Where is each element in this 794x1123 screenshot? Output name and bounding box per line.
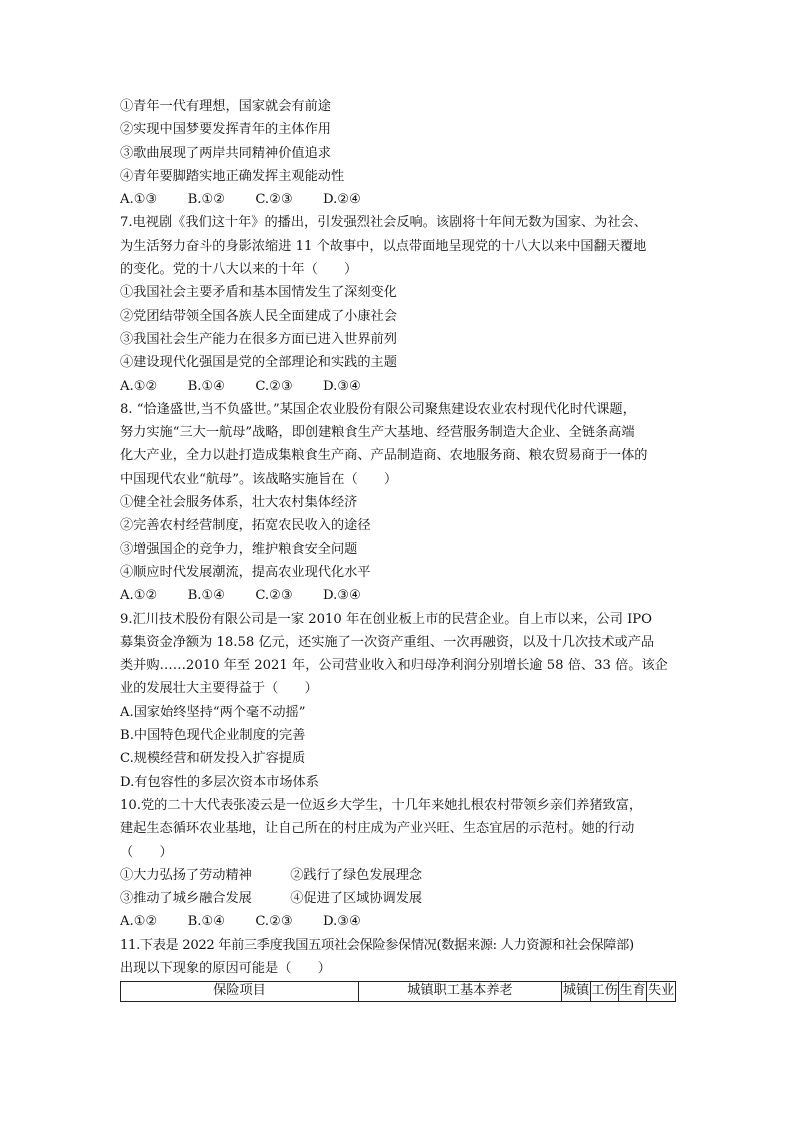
q9-option-c: C.规模经营和研发投入扩容提质 <box>120 751 306 767</box>
q8-item-3: ③增强国企的竞争力，维护粮食安全问题 <box>120 541 358 557</box>
q7-stem-line-1: 7.电视剧《我们这十年》的播出，引发强烈社会反响。该剧将十年间无数为国家、为社会、 <box>120 215 647 231</box>
q10-stem-line-3: （ ） <box>120 844 173 860</box>
q9-stem-line-3: 类并购……2010 年至 2021 年，公司营业收入和归母净利润分别增长逾 58 倍、33 倍。该企 <box>120 658 668 674</box>
q8-option-c: C.②③ <box>255 588 293 604</box>
question-10 <box>120 794 680 934</box>
q10-item-4: ④促进了区域协调发展 <box>290 891 423 907</box>
q10-options <box>120 910 680 933</box>
q11-stem-line-1: 11.下表是 2022 年前三季度我国五项社会保险参保情况(数据来源: 人力资源和社会保障部) <box>120 937 634 953</box>
question-11 <box>120 934 680 1003</box>
table-header-cell: 失业 <box>647 982 676 1002</box>
q6-option-d: D.②④ <box>322 192 361 208</box>
q10-items-row-2 <box>120 887 680 910</box>
q8-stem-line-2: 努力实施“三大一航母”战略，即创建粮食生产大基地、经营服务制造大企业、全链条高端 <box>120 425 635 441</box>
insurance-table <box>120 981 676 1002</box>
exam-page <box>120 95 680 1002</box>
q8-item-4: ④顺应时代发展潮流，提高农业现代化水平 <box>120 564 371 580</box>
q7-item-1: ①我国社会主要矛盾和基本国情发生了深刻变化 <box>120 285 397 301</box>
table-header-row <box>121 982 676 1002</box>
q10-option-a: A.①② <box>120 914 158 930</box>
q10-item-2: ②践行了绿色发展理念 <box>290 867 423 883</box>
q9-stem-line-1: 9.汇川技术股份有限公司是一家 2010 年在创业板上市的民营企业。自上市以来，公司 IPO <box>120 611 652 627</box>
question-6 <box>120 95 680 211</box>
q6-item-4: ④青年要脚踏实地正确发挥主观能动性 <box>120 168 345 184</box>
q6-option-a: A.①③ <box>120 192 158 208</box>
question-8 <box>120 398 680 608</box>
q9-stem-line-2: 募集资金净额为 18.58 亿元，还实施了一次资产重组、一次再融资，以及十几次技术或产品 <box>120 634 655 650</box>
table-header-cell: 生育 <box>619 982 647 1002</box>
q8-option-b: B.①④ <box>187 588 226 604</box>
q8-item-1: ①健全社会服务体系，壮大农村集体经济 <box>120 495 358 511</box>
q9-option-a: A.国家始终坚持“两个毫不动摇” <box>120 704 306 720</box>
q8-options <box>120 584 680 607</box>
q8-item-2: ②完善农村经营制度，拓宽农民收入的途径 <box>120 518 371 534</box>
q8-option-a: A.①② <box>120 588 158 604</box>
table-header-cell: 城镇 <box>562 982 591 1002</box>
q7-options <box>120 375 680 398</box>
table-header-cell: 工伤 <box>591 982 619 1002</box>
q6-item-3: ③歌曲展现了两岸共同精神价值追求 <box>120 145 331 161</box>
q7-stem-line-2: 为生活努力奋斗的身影浓缩进 11 个故事中，以点带面地呈现党的十八大以来中国翻天覆地 <box>120 238 647 254</box>
q7-option-a: A.①② <box>120 378 158 394</box>
q8-option-d: D.③④ <box>322 588 361 604</box>
question-9 <box>120 608 680 794</box>
q7-option-d: D.③④ <box>322 378 361 394</box>
q7-option-b: B.①④ <box>187 378 226 394</box>
q6-item-1: ①青年一代有理想，国家就会有前途 <box>120 99 331 114</box>
q9-stem-line-4: 业的发展壮大主要得益于（ ） <box>120 681 318 697</box>
table-header-cell: 城镇职工基本养老 <box>359 982 562 1002</box>
q6-options <box>120 188 680 211</box>
table-header-cell: 保险项目 <box>121 982 359 1002</box>
q7-stem-line-3: 的变化。党的十八大以来的十年（ ） <box>120 262 358 278</box>
q7-item-4: ④建设现代化强国是党的全部理论和实践的主题 <box>120 355 397 371</box>
q10-item-1: ①大力弘扬了劳动精神 <box>120 867 252 883</box>
q10-stem-line-2: 建起生态循环农业基地，让自己所在的村庄成为产业兴旺、生态宜居的示范村。她的行动 <box>120 821 635 837</box>
q10-option-c: C.②③ <box>255 914 293 930</box>
q6-option-c: C.②③ <box>255 192 293 208</box>
q9-option-d: D.有包容性的多层次资本市场体系 <box>120 774 319 790</box>
q11-stem-line-2: 出现以下现象的原因可能是（ ） <box>120 960 331 976</box>
q8-stem-line-4: 中国现代农业“航母”。该战略实施旨在（ ） <box>120 471 398 487</box>
q7-item-2: ②党团结带领全国各族人民全面建成了小康社会 <box>120 308 397 324</box>
q10-items-row-1 <box>120 864 680 887</box>
q6-option-b: B.①② <box>187 192 226 208</box>
question-7 <box>120 211 680 397</box>
q10-stem-line-1: 10.党的二十大代表张凌云是一位返乡大学生，十几年来她扎根农村带领乡亲们养猪致富， <box>120 797 643 813</box>
q8-stem-line-3: 化大产业，全力以赴打造成集粮食生产商、产品制造商、农地服务商、粮农贸易商于一体的 <box>120 448 648 464</box>
q7-item-3: ③我国社会生产能力在很多方面已进入世界前列 <box>120 331 397 347</box>
q10-option-d: D.③④ <box>322 914 361 930</box>
q9-option-b: B.中国特色现代企业制度的完善 <box>120 728 306 744</box>
q10-option-b: B.①④ <box>187 914 226 930</box>
q8-stem-line-1: 8. “恰逢盛世,当不负盛世。”某国企农业股份有限公司聚焦建设农业农村现代化时代课题， <box>120 401 636 417</box>
q10-item-3: ③推动了城乡融合发展 <box>120 891 252 907</box>
q6-item-2: ②实现中国梦要发挥青年的主体作用 <box>120 122 331 138</box>
q7-option-c: C.②③ <box>255 378 293 394</box>
